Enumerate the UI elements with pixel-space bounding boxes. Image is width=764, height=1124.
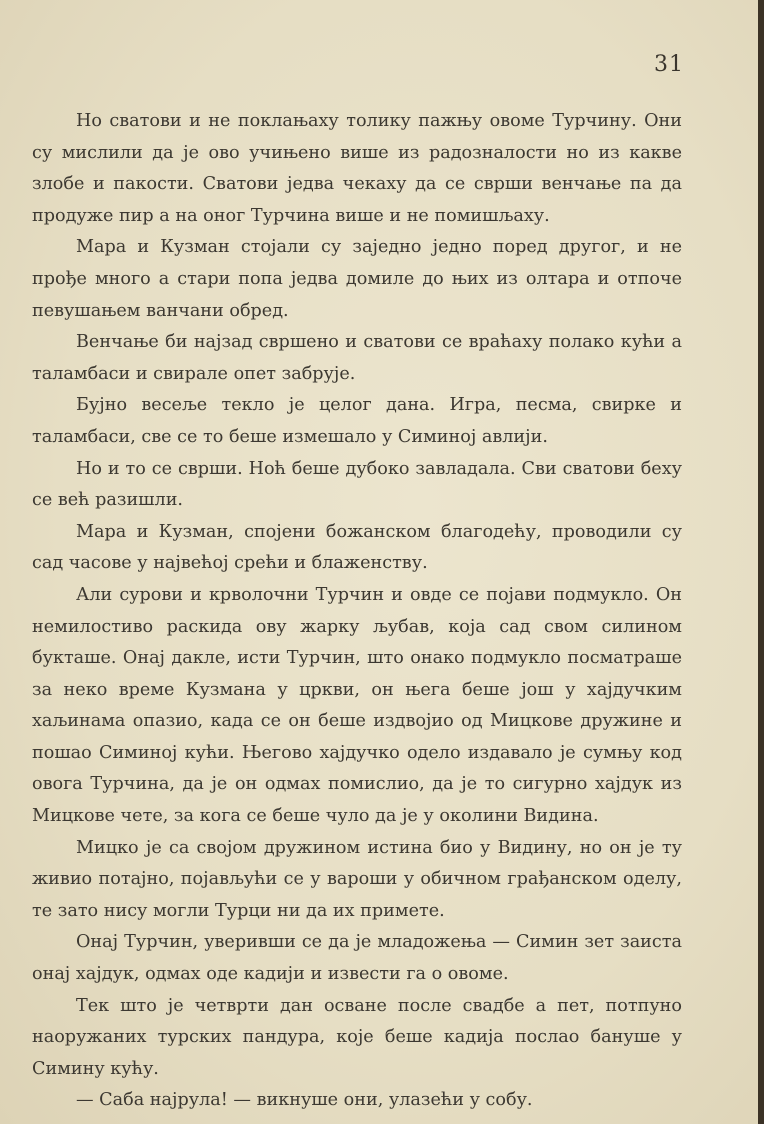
paragraph: Бујно весеље текло је целог дана. Игра, песма, свирке и таламбаси, све се то беше измешало у Симиној авлији. xyxy=(32,395,682,447)
paragraph: Тек што је четврти дан осване после свадбе а пет, потпуно наоружаних турских пандура, које беше кадија послао бануше у Симину кућу. xyxy=(32,995,682,1079)
paragraph: Но и то се сврши. Ноћ беше дубоко завладала. Сви сватови беху се већ разишли. xyxy=(32,458,682,511)
paragraph: Мицко је са својом дружином истина био у Видину, но он је ту живио потајно, појављући се у вароши у обичном грађанском оделу, те зато нису могли Турци ни да их примете. xyxy=(32,837,682,921)
paragraph: Онај Турчин, уверивши се да је младожења — Симин зет заиста онај хајдук, одмах оде кадији и извести га о овоме. xyxy=(32,932,682,985)
paragraph: Али сурови и крволочни Турчин и овде се појави подмукло. Он немилостиво раскида ову жарку љубав, која сад свом силином букташе. Онај дакле, исти Турчин, што онако подмукло посматраше за неко време Кузмана у цркви, он њега беше још у хајдучким хаљинама опазио, када се он беше издвојио од Мицкове дружине и пошао Симиној кући. Његово хајдучко одело издавало је сумњу код овога Турчина, да је он одмах помислио, да је то сигурно хајдук из Мицкове чете, за кога се беше чуло да је у околини Видина. xyxy=(32,584,682,827)
page-edge-shadow xyxy=(758,0,764,1124)
paragraph: — Саба најрула! — викнуше они, улазећи у собу. xyxy=(76,1090,533,1111)
paragraph: Мара и Кузман стојали су заједно једно поред другог, и не прође много а стари попа једва домиле до њих из олтара и отпоче певушањем ванчани обред. xyxy=(32,237,682,321)
page-number: 31 xyxy=(654,52,684,77)
paragraph: Мара и Кузман, спојени божанском благодећу, проводили су сад часове у највећој срећи и блаженству. xyxy=(32,521,682,574)
paragraph: Но сватови и не поклањаху толику пажњу овоме Турчину. Они су мислили да је ово учињено више из радозналости но из какве злобе и пакости. Сватови једва чекаху да се сврши венчање па да продуже пир а на оног Турчина више и не помишљаху. xyxy=(32,111,682,226)
page-text xyxy=(32,106,682,1117)
paragraph: Венчање би најзад свршено и сватови се враћаху полако кући а таламбаси и свирале опет забрује. xyxy=(32,332,682,384)
